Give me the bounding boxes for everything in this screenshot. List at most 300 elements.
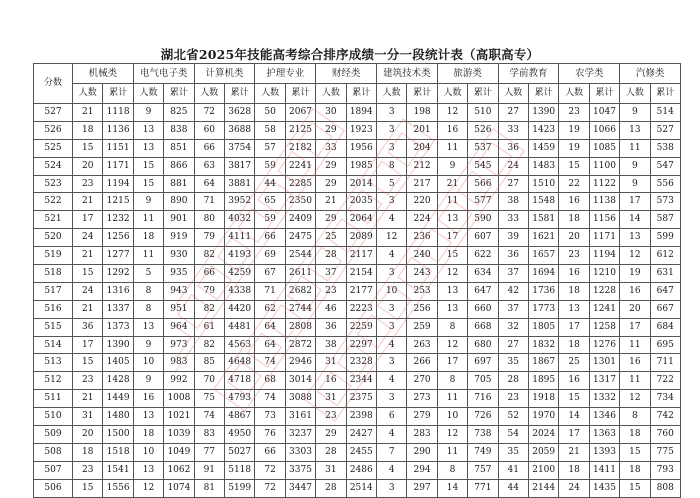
cumulative-cell: 4793 [224, 390, 254, 408]
count-cell: 21 [73, 247, 103, 265]
count-subheader: 人数 [437, 84, 467, 104]
count-cell: 17 [559, 318, 589, 336]
cumulative-cell: 2682 [285, 282, 315, 300]
cumulative-cell: 2059 [528, 443, 558, 461]
cumulative-subheader: 累计 [528, 84, 558, 104]
count-cell: 42 [498, 282, 528, 300]
cumulative-cell: 757 [468, 461, 498, 479]
count-cell: 82 [194, 300, 224, 318]
category-header: 财经类 [316, 64, 377, 84]
cumulative-cell: 667 [650, 300, 680, 318]
count-cell: 60 [194, 121, 224, 139]
cumulative-cell: 1805 [528, 318, 558, 336]
count-cell: 38 [498, 193, 528, 211]
cumulative-cell: 647 [468, 282, 498, 300]
cumulative-cell: 1894 [346, 104, 376, 122]
count-cell: 31 [316, 354, 346, 372]
cumulative-cell: 711 [650, 354, 680, 372]
count-cell: 16 [559, 372, 589, 390]
cumulative-cell: 1480 [103, 408, 133, 426]
cumulative-cell: 1449 [103, 390, 133, 408]
count-cell: 4 [376, 211, 406, 229]
table-row [34, 372, 681, 390]
cumulative-cell: 2344 [346, 372, 376, 390]
count-cell: 65 [255, 193, 285, 211]
count-cell: 39 [498, 229, 528, 247]
cumulative-cell: 1156 [589, 211, 619, 229]
cumulative-cell: 1118 [103, 104, 133, 122]
count-cell: 15 [559, 390, 589, 408]
cumulative-cell: 684 [650, 318, 680, 336]
score-cell: 511 [34, 390, 73, 408]
cumulative-cell: 2946 [285, 354, 315, 372]
count-cell: 13 [620, 229, 650, 247]
score-cell: 508 [34, 443, 73, 461]
cumulative-cell: 1923 [346, 121, 376, 139]
count-cell: 91 [194, 461, 224, 479]
cumulative-cell: 5199 [224, 479, 254, 497]
cumulative-cell: 680 [468, 336, 498, 354]
count-cell: 23 [73, 175, 103, 193]
count-cell: 74 [255, 390, 285, 408]
cumulative-cell: 1021 [164, 408, 194, 426]
cumulative-cell: 1241 [589, 300, 619, 318]
cumulative-cell: 1062 [164, 461, 194, 479]
score-cell: 506 [34, 479, 73, 497]
count-cell: 36 [498, 247, 528, 265]
count-cell: 52 [498, 408, 528, 426]
count-cell: 25 [316, 229, 346, 247]
count-cell: 20 [73, 157, 103, 175]
count-cell: 10 [133, 443, 163, 461]
table-row [34, 193, 681, 211]
count-cell: 28 [316, 443, 346, 461]
cumulative-cell: 236 [407, 229, 437, 247]
count-cell: 16 [316, 372, 346, 390]
cumulative-cell: 1548 [528, 193, 558, 211]
cumulative-cell: 573 [650, 193, 680, 211]
count-cell: 13 [133, 318, 163, 336]
count-cell: 18 [73, 443, 103, 461]
category-header: 电气电子类 [133, 64, 194, 84]
count-cell: 17 [437, 354, 467, 372]
cumulative-cell: 1363 [589, 426, 619, 444]
cumulative-cell: 1292 [103, 265, 133, 283]
count-cell: 68 [255, 372, 285, 390]
count-cell: 28 [316, 247, 346, 265]
count-cell: 17 [73, 211, 103, 229]
count-cell: 73 [255, 408, 285, 426]
page-title: 湖北省2025年技能高考综合排序成绩一分一段统计表（高职高专） [160, 47, 540, 62]
cumulative-cell: 3881 [224, 175, 254, 193]
cumulative-cell: 3447 [285, 479, 315, 497]
count-cell: 14 [620, 211, 650, 229]
table-row [34, 157, 681, 175]
score-cell: 526 [34, 121, 73, 139]
count-subheader: 人数 [73, 84, 103, 104]
cumulative-cell: 290 [407, 443, 437, 461]
count-cell: 16 [559, 265, 589, 283]
cumulative-cell: 1373 [103, 318, 133, 336]
cumulative-cell: 1277 [103, 247, 133, 265]
cumulative-cell: 1151 [103, 139, 133, 157]
cumulative-cell: 2223 [346, 300, 376, 318]
count-cell: 59 [255, 211, 285, 229]
table-row [34, 247, 681, 265]
count-cell: 25 [559, 354, 589, 372]
cumulative-cell: 930 [164, 247, 194, 265]
count-cell: 11 [437, 193, 467, 211]
cumulative-cell: 622 [468, 247, 498, 265]
count-cell: 3 [376, 104, 406, 122]
count-cell: 8 [376, 157, 406, 175]
count-cell: 13 [620, 121, 650, 139]
cumulative-cell: 1423 [528, 121, 558, 139]
count-cell: 4 [376, 247, 406, 265]
cumulative-cell: 760 [650, 426, 680, 444]
score-column-header: 分数 [34, 64, 73, 104]
cumulative-cell: 590 [468, 211, 498, 229]
count-cell: 12 [620, 390, 650, 408]
cumulative-cell: 612 [650, 247, 680, 265]
table-row [34, 121, 681, 139]
count-cell: 9 [620, 157, 650, 175]
cumulative-cell: 1773 [528, 300, 558, 318]
count-cell: 23 [316, 282, 346, 300]
count-cell: 21 [559, 443, 589, 461]
cumulative-cell: 3754 [224, 139, 254, 157]
cumulative-cell: 1332 [589, 390, 619, 408]
count-cell: 9 [133, 104, 163, 122]
count-cell: 13 [133, 408, 163, 426]
count-cell: 23 [498, 390, 528, 408]
count-cell: 46 [316, 300, 346, 318]
cumulative-cell: 2455 [346, 443, 376, 461]
score-cell: 513 [34, 354, 73, 372]
cumulative-cell: 738 [468, 426, 498, 444]
cumulative-cell: 566 [468, 175, 498, 193]
cumulative-cell: 4111 [224, 229, 254, 247]
cumulative-subheader: 累计 [589, 84, 619, 104]
count-cell: 76 [255, 426, 285, 444]
cumulative-cell: 2544 [285, 247, 315, 265]
cumulative-cell: 2486 [346, 461, 376, 479]
count-cell: 13 [437, 211, 467, 229]
cumulative-cell: 297 [407, 479, 437, 497]
category-header: 学前教育 [498, 64, 559, 84]
count-cell: 64 [255, 336, 285, 354]
cumulative-subheader: 累计 [468, 84, 498, 104]
score-cell: 512 [34, 372, 73, 390]
cumulative-cell: 2177 [346, 282, 376, 300]
cumulative-cell: 1541 [103, 461, 133, 479]
cumulative-cell: 1867 [528, 354, 558, 372]
table-row [34, 104, 681, 122]
cumulative-cell: 198 [407, 104, 437, 122]
cumulative-cell: 951 [164, 300, 194, 318]
cumulative-cell: 964 [164, 318, 194, 336]
count-cell: 33 [498, 121, 528, 139]
table-body [34, 104, 681, 498]
count-cell: 15 [73, 354, 103, 372]
table-row [34, 390, 681, 408]
category-header: 护理专业 [255, 64, 316, 84]
count-cell: 21 [73, 193, 103, 211]
cumulative-cell: 3375 [285, 461, 315, 479]
count-cell: 12 [437, 265, 467, 283]
cumulative-cell: 1518 [103, 443, 133, 461]
count-subheader: 人数 [376, 84, 406, 104]
cumulative-cell: 1459 [528, 139, 558, 157]
cumulative-cell: 866 [164, 157, 194, 175]
cumulative-cell: 1390 [528, 104, 558, 122]
cumulative-cell: 1316 [103, 282, 133, 300]
count-cell: 15 [559, 157, 589, 175]
table-row [34, 408, 681, 426]
cumulative-cell: 224 [407, 211, 437, 229]
count-cell: 36 [73, 318, 103, 336]
count-cell: 70 [194, 372, 224, 390]
cumulative-cell: 973 [164, 336, 194, 354]
cumulative-cell: 705 [468, 372, 498, 390]
count-cell: 18 [559, 336, 589, 354]
cumulative-cell: 1232 [103, 211, 133, 229]
cumulative-cell: 1049 [164, 443, 194, 461]
cumulative-cell: 634 [468, 265, 498, 283]
count-cell: 37 [498, 300, 528, 318]
cumulative-cell: 204 [407, 139, 437, 157]
count-cell: 19 [559, 139, 589, 157]
cumulative-cell: 901 [164, 211, 194, 229]
cumulative-cell: 2285 [285, 175, 315, 193]
cumulative-cell: 2259 [346, 318, 376, 336]
count-cell: 19 [559, 121, 589, 139]
cumulative-cell: 1510 [528, 175, 558, 193]
count-cell: 35 [498, 443, 528, 461]
count-cell: 13 [133, 139, 163, 157]
count-cell: 9 [133, 193, 163, 211]
count-cell: 28 [498, 372, 528, 390]
cumulative-cell: 3303 [285, 443, 315, 461]
cumulative-cell: 1985 [346, 157, 376, 175]
count-cell: 79 [194, 282, 224, 300]
count-cell: 7 [376, 443, 406, 461]
count-cell: 13 [559, 300, 589, 318]
cumulative-subheader: 累计 [103, 84, 133, 104]
count-cell: 27 [498, 104, 528, 122]
cumulative-cell: 5118 [224, 461, 254, 479]
count-cell: 5 [376, 175, 406, 193]
cumulative-cell: 2144 [528, 479, 558, 497]
count-cell: 17 [73, 336, 103, 354]
cumulative-cell: 2297 [346, 336, 376, 354]
cumulative-cell: 943 [164, 282, 194, 300]
cumulative-cell: 3817 [224, 157, 254, 175]
cumulative-cell: 668 [468, 318, 498, 336]
count-cell: 37 [316, 265, 346, 283]
cumulative-cell: 4481 [224, 318, 254, 336]
cumulative-cell: 240 [407, 247, 437, 265]
cumulative-cell: 2328 [346, 354, 376, 372]
count-cell: 11 [620, 139, 650, 157]
cumulative-cell: 1736 [528, 282, 558, 300]
count-cell: 3 [376, 300, 406, 318]
count-cell: 12 [133, 479, 163, 497]
count-cell: 21 [316, 193, 346, 211]
count-cell: 54 [498, 426, 528, 444]
count-cell: 23 [559, 104, 589, 122]
table-row [34, 211, 681, 229]
cumulative-cell: 2182 [285, 139, 315, 157]
count-cell: 12 [376, 229, 406, 247]
count-cell: 57 [255, 139, 285, 157]
count-cell: 21 [437, 175, 467, 193]
cumulative-cell: 1215 [103, 193, 133, 211]
score-cell: 520 [34, 229, 73, 247]
category-header: 汽修类 [620, 64, 681, 84]
cumulative-cell: 1301 [589, 354, 619, 372]
count-cell: 27 [498, 175, 528, 193]
count-cell: 61 [194, 318, 224, 336]
cumulative-cell: 1228 [589, 282, 619, 300]
count-cell: 41 [498, 461, 528, 479]
cumulative-subheader: 累计 [285, 84, 315, 104]
cumulative-cell: 587 [650, 211, 680, 229]
cumulative-cell: 1657 [528, 247, 558, 265]
category-header: 机械类 [73, 64, 134, 84]
count-cell: 18 [73, 121, 103, 139]
cumulative-cell: 793 [650, 461, 680, 479]
count-cell: 19 [620, 265, 650, 283]
cumulative-cell: 771 [468, 479, 498, 497]
count-cell: 67 [255, 265, 285, 283]
cumulative-cell: 716 [468, 390, 498, 408]
count-cell: 11 [437, 139, 467, 157]
count-cell: 11 [437, 443, 467, 461]
cumulative-cell: 1500 [103, 426, 133, 444]
cumulative-cell: 1039 [164, 426, 194, 444]
cumulative-cell: 4420 [224, 300, 254, 318]
count-cell: 11 [620, 372, 650, 390]
cumulative-cell: 4950 [224, 426, 254, 444]
cumulative-cell: 1008 [164, 390, 194, 408]
count-cell: 6 [376, 408, 406, 426]
count-cell: 8 [437, 318, 467, 336]
count-cell: 38 [316, 336, 346, 354]
count-cell: 15 [73, 139, 103, 157]
cumulative-cell: 775 [650, 443, 680, 461]
table-row [34, 479, 681, 497]
cumulative-cell: 577 [468, 193, 498, 211]
count-cell: 59 [255, 157, 285, 175]
cumulative-cell: 697 [468, 354, 498, 372]
count-cell: 30 [316, 104, 346, 122]
cumulative-cell: 1317 [589, 372, 619, 390]
cumulative-cell: 1581 [528, 211, 558, 229]
count-cell: 3 [376, 193, 406, 211]
count-cell: 3 [376, 479, 406, 497]
cumulative-cell: 545 [468, 157, 498, 175]
cumulative-cell: 851 [164, 139, 194, 157]
cumulative-cell: 273 [407, 390, 437, 408]
cumulative-cell: 1066 [589, 121, 619, 139]
cumulative-cell: 4259 [224, 265, 254, 283]
cumulative-cell: 201 [407, 121, 437, 139]
count-cell: 64 [194, 175, 224, 193]
cumulative-cell: 1337 [103, 300, 133, 318]
cumulative-cell: 1411 [589, 461, 619, 479]
count-cell: 85 [194, 354, 224, 372]
score-cell: 524 [34, 157, 73, 175]
count-cell: 15 [133, 175, 163, 193]
cumulative-cell: 1435 [589, 479, 619, 497]
cumulative-cell: 3952 [224, 193, 254, 211]
cumulative-cell: 526 [468, 121, 498, 139]
cumulative-cell: 1832 [528, 336, 558, 354]
count-cell: 69 [255, 247, 285, 265]
cumulative-cell: 838 [164, 121, 194, 139]
cumulative-cell: 1556 [103, 479, 133, 497]
count-cell: 11 [620, 336, 650, 354]
cumulative-cell: 1918 [528, 390, 558, 408]
cumulative-cell: 734 [650, 390, 680, 408]
score-cell: 518 [34, 265, 73, 283]
count-cell: 3 [376, 121, 406, 139]
cumulative-cell: 4648 [224, 354, 254, 372]
count-cell: 18 [133, 426, 163, 444]
count-cell: 37 [498, 265, 528, 283]
count-cell: 28 [316, 479, 346, 497]
count-cell: 75 [194, 390, 224, 408]
cumulative-cell: 2067 [285, 104, 315, 122]
count-cell: 13 [133, 121, 163, 139]
score-cell: 514 [34, 336, 73, 354]
cumulative-cell: 556 [650, 175, 680, 193]
table-row [34, 354, 681, 372]
cumulative-cell: 259 [407, 318, 437, 336]
cumulative-cell: 2024 [528, 426, 558, 444]
count-subheader: 人数 [498, 84, 528, 104]
count-cell: 31 [316, 461, 346, 479]
count-cell: 13 [133, 461, 163, 479]
table-row [34, 426, 681, 444]
count-cell: 5 [133, 265, 163, 283]
cumulative-cell: 631 [650, 265, 680, 283]
cumulative-cell: 1346 [589, 408, 619, 426]
cumulative-cell: 279 [407, 408, 437, 426]
count-cell: 18 [133, 229, 163, 247]
count-cell: 16 [437, 121, 467, 139]
count-subheader: 人数 [620, 84, 650, 104]
count-cell: 15 [437, 247, 467, 265]
count-cell: 24 [559, 479, 589, 497]
cumulative-cell: 1171 [589, 229, 619, 247]
count-cell: 58 [255, 121, 285, 139]
count-cell: 81 [194, 479, 224, 497]
cumulative-cell: 722 [650, 372, 680, 390]
cumulative-cell: 2241 [285, 157, 315, 175]
count-cell: 13 [437, 282, 467, 300]
count-cell: 18 [559, 461, 589, 479]
count-cell: 4 [376, 336, 406, 354]
cumulative-cell: 983 [164, 354, 194, 372]
count-cell: 20 [73, 426, 103, 444]
cumulative-cell: 220 [407, 193, 437, 211]
score-cell: 517 [34, 282, 73, 300]
count-cell: 71 [194, 193, 224, 211]
count-cell: 66 [255, 443, 285, 461]
cumulative-cell: 1393 [589, 443, 619, 461]
